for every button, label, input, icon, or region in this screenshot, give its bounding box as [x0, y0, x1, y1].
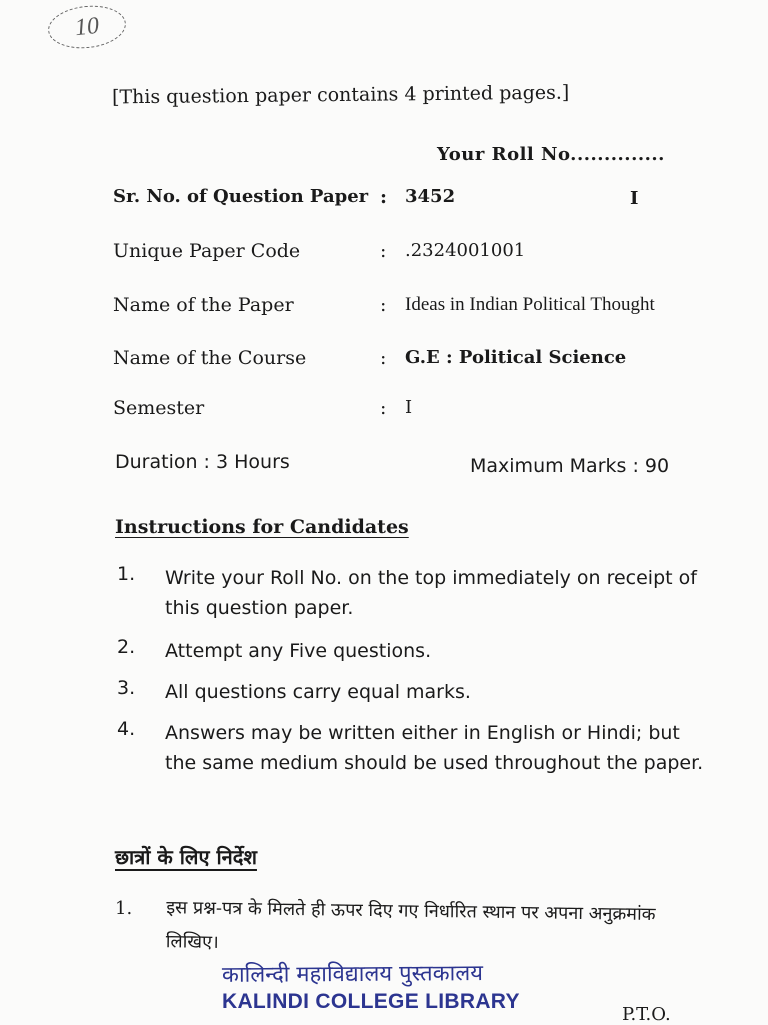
instruction-number: 1.: [117, 563, 136, 585]
paper-code-value: .2324001001: [405, 240, 526, 261]
hindi-instruction-text: इस प्रश्न-पत्र के मिलते ही ऊपर दिए गए निर्धारित स्थान पर अपना अनुक्रमांक लिखिए।: [165, 897, 656, 953]
colon: :: [380, 294, 387, 316]
semester-value: I: [405, 397, 413, 418]
pto-marker: P.T.O.: [622, 1004, 671, 1025]
roll-number-field: Your Roll No..............: [437, 144, 665, 165]
hindi-instruction-number: 1.: [115, 898, 133, 919]
paper-code-label: Unique Paper Code: [113, 240, 301, 262]
paper-serial-label: Sr. No. of Question Paper: [113, 186, 369, 207]
pages-note: [This question paper contains 4 printed pages.]: [111, 81, 570, 109]
course-name-label: Name of the Course: [113, 347, 307, 369]
library-stamp-english: KALINDI COLLEGE LIBRARY: [222, 990, 520, 1013]
instruction-number: 3.: [117, 677, 136, 699]
colon: :: [380, 397, 387, 419]
course-name-value: G.E : Political Science: [405, 347, 627, 368]
instruction-number: 2.: [117, 636, 136, 658]
duration: Duration : 3 Hours: [115, 451, 290, 473]
instruction-text: Write your Roll No. on the top immediately on receipt of this question paper.: [165, 567, 697, 619]
library-stamp-hindi: कालिन्दी महाविद्यालय पुस्तकालय: [221, 961, 484, 988]
instruction-text: All questions carry equal marks.: [165, 681, 471, 703]
paper-name-value: Ideas in Indian Political Thought: [405, 294, 655, 315]
semester-label: Semester: [113, 397, 205, 419]
paper-name-label: Name of the Paper: [113, 294, 294, 316]
colon: :: [380, 186, 388, 208]
maximum-marks: Maximum Marks : 90: [470, 455, 670, 477]
paper-serial-value: 3452: [405, 186, 456, 207]
set-code: I: [630, 188, 639, 209]
instruction-number: 4.: [117, 718, 136, 740]
instruction-text: Answers may be written either in English or Hindi; but the same medium should be used throughout the paper.: [165, 722, 704, 774]
instructions-heading: Instructions for Candidates: [115, 516, 409, 538]
colon: :: [380, 347, 387, 369]
hindi-instructions-heading: छात्रों के लिए निर्देश: [115, 845, 257, 869]
page-number-mark: 10: [46, 2, 128, 52]
colon: :: [380, 240, 387, 262]
instruction-text: Attempt any Five questions.: [165, 640, 432, 662]
